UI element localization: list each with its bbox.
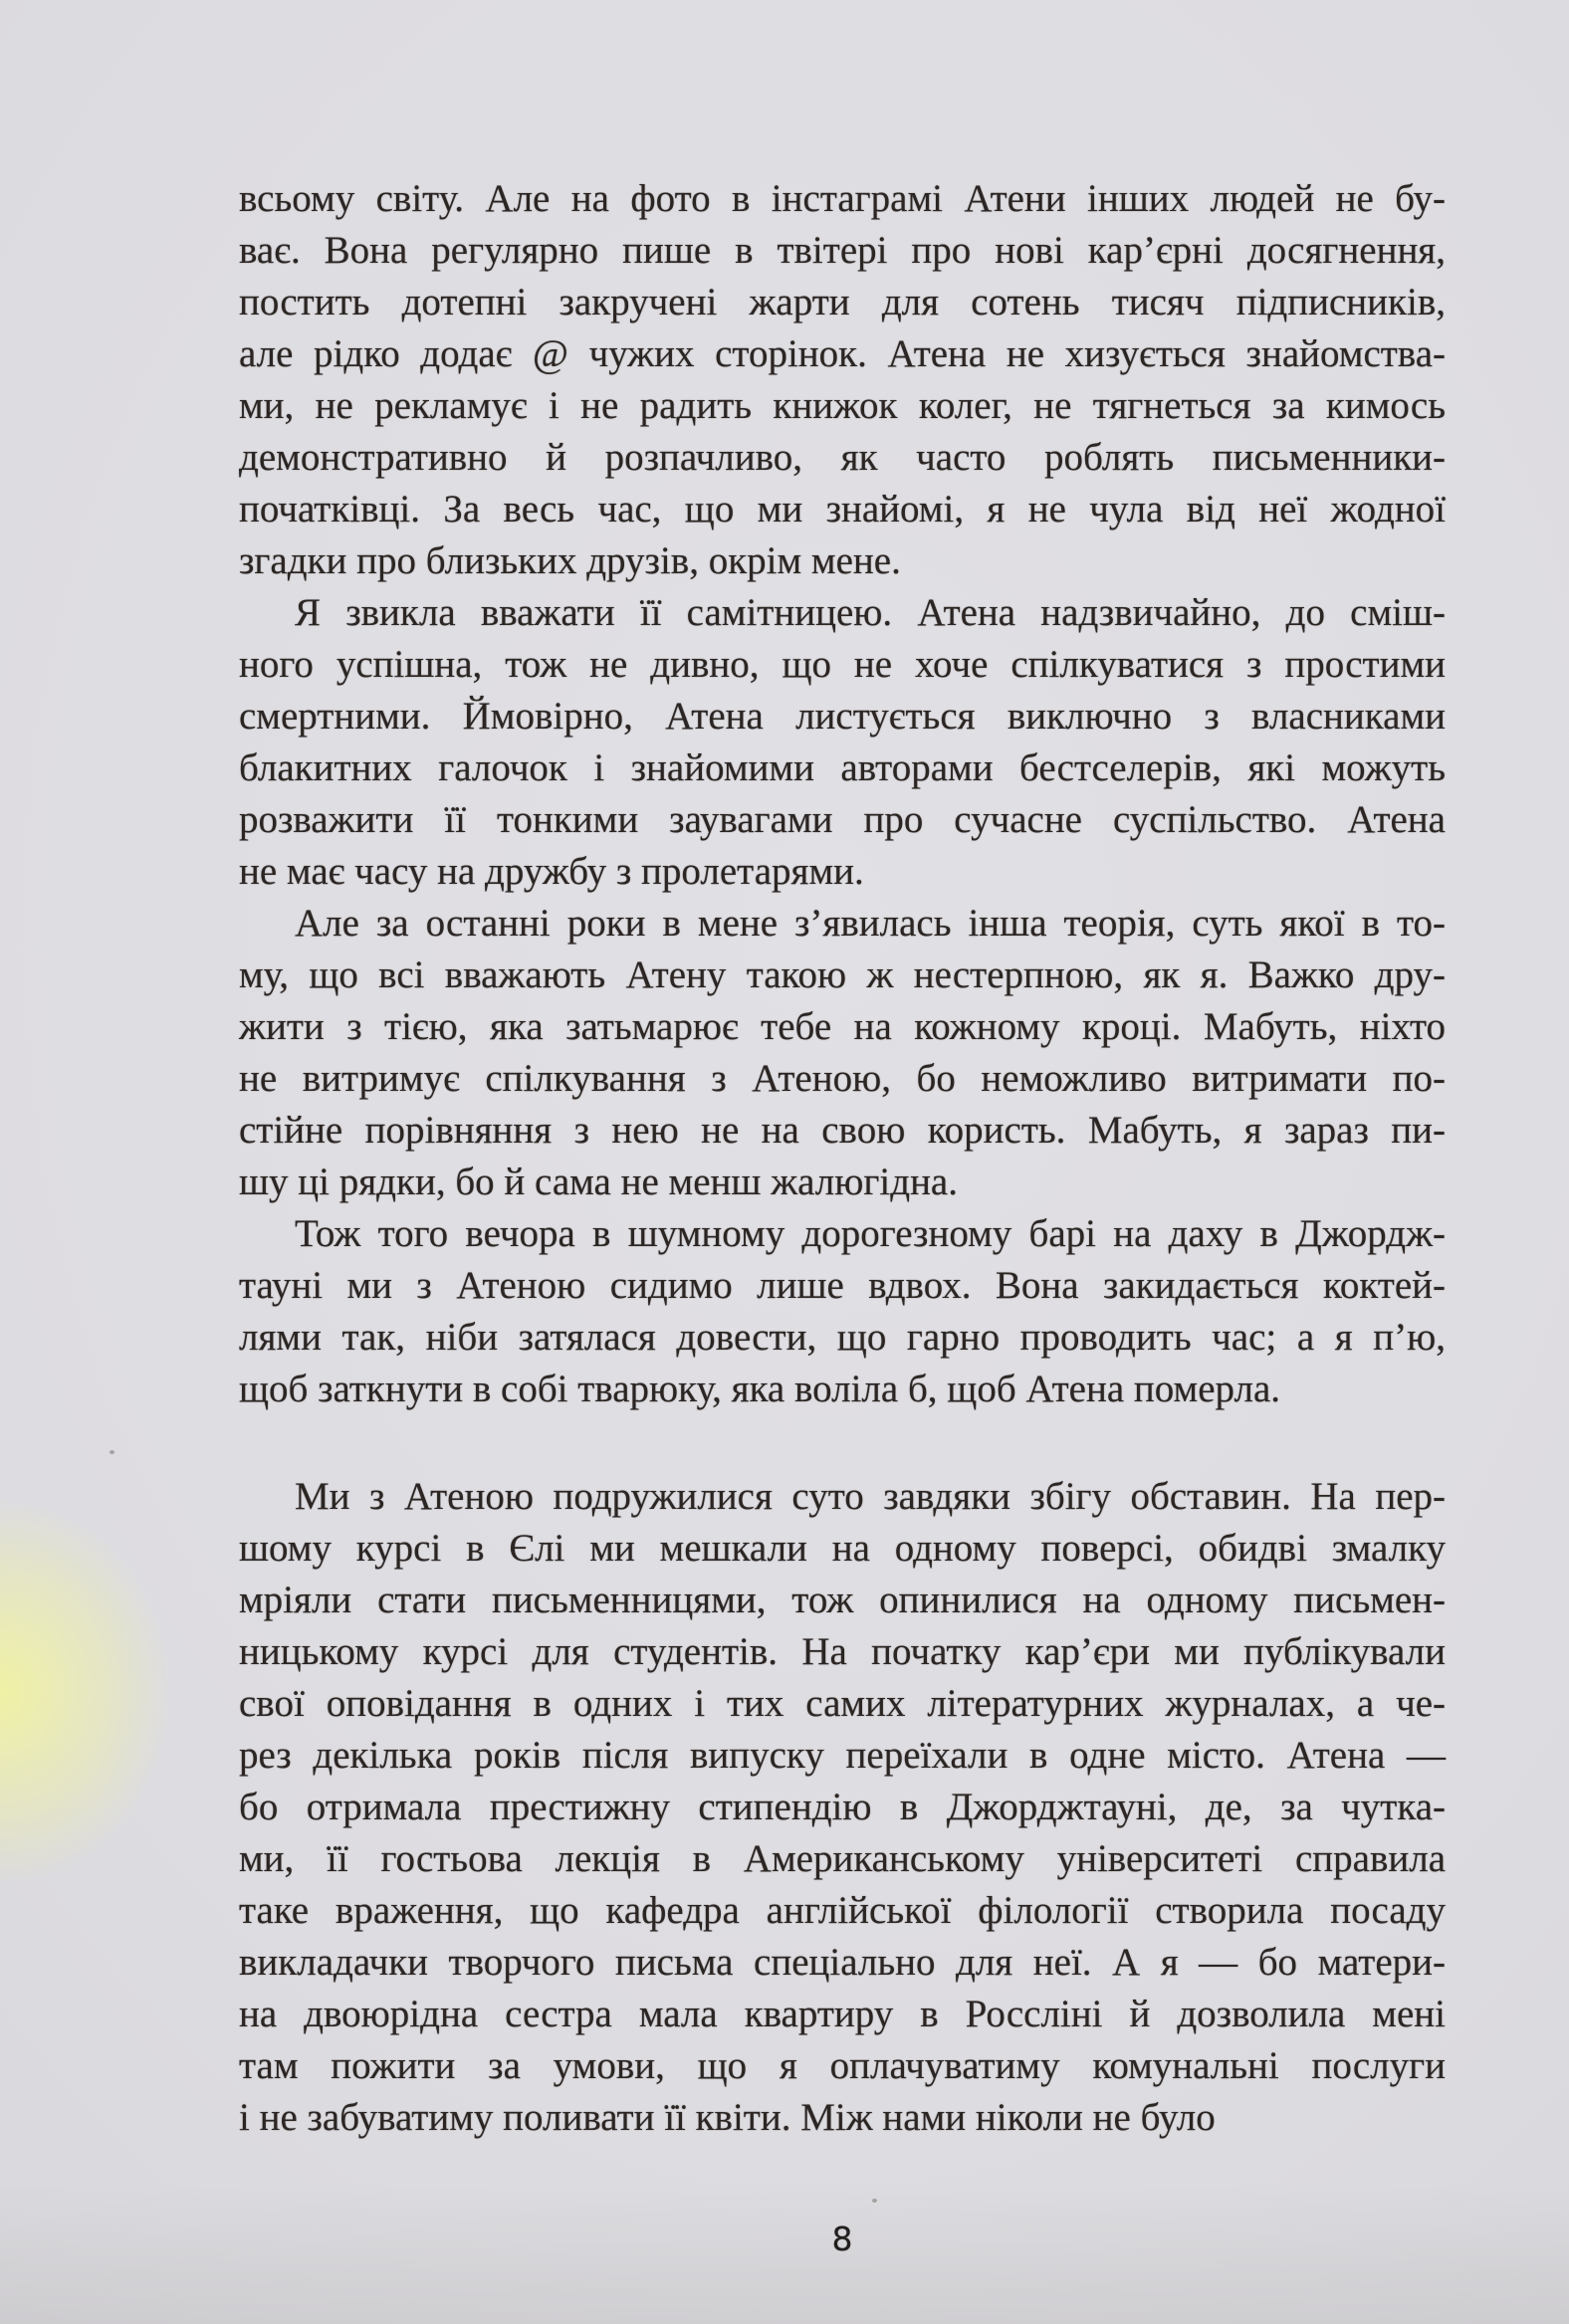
dust-speck: [901, 343, 905, 346]
page-text: [239, 173, 1446, 2144]
page-number: 8: [831, 2219, 853, 2258]
dust-speck: [872, 2199, 877, 2203]
paragraph-4: Тож того вечора в шумному дорогезному барі на даху в Джордж- тауні ми з Атеною сидимо лише вдвох. Вона закидається коктей- лями так, ніби затялася довести, що гарно проводить час; а я п’ю, щоб заткнути в собі тварюку, яка воліла б, щоб Атена померла.: [239, 1212, 1446, 1410]
paragraph-2: Я звикла вважати її самітницею. Атена надзвичайно, до сміш- ного успішна, тож не дивно, що не хоче спілкуватися з простими смертними. Ймовірно, Атена листується виключно з власниками блакитних галочок і знайомими авторами бестселерів, які можуть розважити її тонкими заувагами про сучасне суспільство. Атена не має часу на дружбу з пролетарями.: [239, 591, 1446, 893]
paragraph-5: Ми з Атеною подружилися суто завдяки збігу обставин. На пер- шому курсі в Єлі ми мешкали на одному поверсі, обидві змалку мріяли стати письменницями, тож опинилися на одному письмен- ницькому курсі для студентів. На початку кар’єри ми публікували свої оповідання в одних і тих самих літературних журналах, а че- рез декілька років після випуску переїхали в одне місто. Атена — бо отримала престижну стипендію в Джорджтауні, де, за чутка- ми, її гостьова лекція в Американському університеті справила таке враження, що кафедра англійської філології створила посаду викладачки творчого письма спеціально для неї. А я — бо матери- на двоюрідна сестра мала квартиру в Россліні й дозволила мені там пожити за умови, що я оплачуватиму комунальні послуги і не забуватиму поливати її квіти. Між нами ніколи не було: [239, 1475, 1446, 2139]
paragraph-3: Але за останні роки в мене з’явилась інша теорія, суть якої в то- му, що всі вважають Атену такою ж нестерпною, як я. Важко дру- жити з тією, яка затьмарює тебе на кожному кроці. Мабуть, ніхто не витримує спілкування з Атеною, бо неможливо витримати по- стійне порівняння з нею не на свою користь. Мабуть, я зараз пи- шу ці рядки, бо й сама не менш жалюгідна.: [239, 902, 1446, 1203]
paragraph-1: всьому світу. Але на фото в інстаграмі Атени інших людей не бу- ває. Вона регулярно пише в твітері про нові кар’єрні досягнення, постить дотепні закручені жарти для сотень тисяч підписників, але рідко додає @ чужих сторінок. Атена не хизується знайомства- ми, не рекламує і не радить книжок колег, не тягнеться за кимось демонстративно й розпачливо, як часто роблять письменники- початківці. За весь час, що ми знайомі, я не чула від неї жодної згадки про близьких друзів, окрім мене.: [239, 177, 1446, 582]
dust-speck: [110, 1450, 114, 1454]
